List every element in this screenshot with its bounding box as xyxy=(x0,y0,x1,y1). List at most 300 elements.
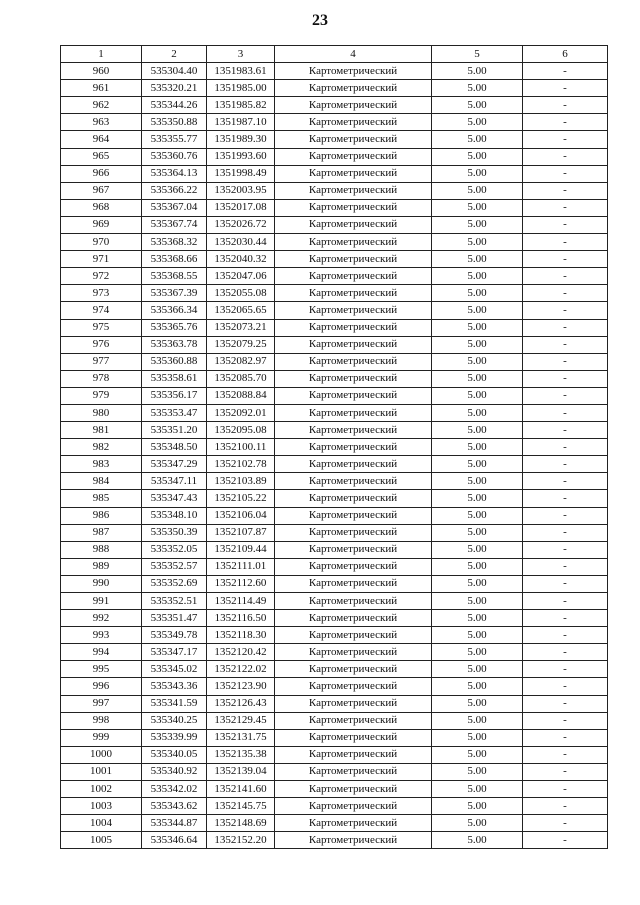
table-cell: 983 xyxy=(61,456,142,473)
table-cell: 5.00 xyxy=(432,422,523,439)
table-cell: 982 xyxy=(61,439,142,456)
table-cell: - xyxy=(523,575,608,592)
table-cell: Картометрический xyxy=(275,319,432,336)
table-cell: Картометрический xyxy=(275,627,432,644)
table-cell: 981 xyxy=(61,422,142,439)
table-cell: 5.00 xyxy=(432,763,523,780)
table-cell: 1351983.61 xyxy=(207,63,275,80)
table-cell: 1352135.38 xyxy=(207,746,275,763)
table-cell: Картометрический xyxy=(275,336,432,353)
table-cell: Картометрический xyxy=(275,199,432,216)
table-cell: - xyxy=(523,832,608,849)
table-row xyxy=(61,251,608,268)
table-cell: 1352116.50 xyxy=(207,610,275,627)
table-row xyxy=(61,302,608,319)
table-row xyxy=(61,456,608,473)
table-cell: 535368.66 xyxy=(142,251,207,268)
table-cell: Картометрический xyxy=(275,781,432,798)
table-cell: 5.00 xyxy=(432,473,523,490)
table-cell: 5.00 xyxy=(432,678,523,695)
table-row xyxy=(61,593,608,610)
table-row xyxy=(61,678,608,695)
table-cell: 5.00 xyxy=(432,404,523,421)
table-row xyxy=(61,661,608,678)
table-cell: 984 xyxy=(61,473,142,490)
table-cell: Картометрический xyxy=(275,490,432,507)
table-cell: Картометрический xyxy=(275,302,432,319)
table-cell: Картометрический xyxy=(275,387,432,404)
table-cell: 5.00 xyxy=(432,610,523,627)
table-row xyxy=(61,114,608,131)
table-cell: Картометрический xyxy=(275,285,432,302)
table-cell: - xyxy=(523,165,608,182)
table-cell: 535344.87 xyxy=(142,815,207,832)
table-cell: 535347.29 xyxy=(142,456,207,473)
table-cell: 5.00 xyxy=(432,575,523,592)
table-cell: 1352040.32 xyxy=(207,251,275,268)
table-cell: 1352152.20 xyxy=(207,832,275,849)
table-cell: Картометрический xyxy=(275,80,432,97)
table-row xyxy=(61,712,608,729)
table-cell: - xyxy=(523,541,608,558)
table-cell: 5.00 xyxy=(432,370,523,387)
table-cell: - xyxy=(523,661,608,678)
table-row xyxy=(61,148,608,165)
table-cell: 1352109.44 xyxy=(207,541,275,558)
table-cell: 535351.47 xyxy=(142,610,207,627)
table-cell: 960 xyxy=(61,63,142,80)
table-cell: 978 xyxy=(61,370,142,387)
column-header: 5 xyxy=(432,46,523,63)
table-cell: 1351985.82 xyxy=(207,97,275,114)
table-row xyxy=(61,627,608,644)
table-cell: 1352026.72 xyxy=(207,216,275,233)
table-cell: Картометрический xyxy=(275,268,432,285)
table-cell: 1352141.60 xyxy=(207,781,275,798)
table-row xyxy=(61,234,608,251)
table-cell: 535345.02 xyxy=(142,661,207,678)
table-cell: - xyxy=(523,285,608,302)
table-cell: 535367.39 xyxy=(142,285,207,302)
table-cell: 997 xyxy=(61,695,142,712)
table-cell: 535346.64 xyxy=(142,832,207,849)
table-cell: 535343.36 xyxy=(142,678,207,695)
table-cell: 990 xyxy=(61,575,142,592)
table-cell: 5.00 xyxy=(432,507,523,524)
table-row xyxy=(61,63,608,80)
table-cell: 5.00 xyxy=(432,627,523,644)
table-cell: 5.00 xyxy=(432,148,523,165)
table-cell: 1000 xyxy=(61,746,142,763)
table-cell: 535339.99 xyxy=(142,729,207,746)
table-cell: 535348.10 xyxy=(142,507,207,524)
table-row xyxy=(61,541,608,558)
table-cell: 1352129.45 xyxy=(207,712,275,729)
table-cell: Картометрический xyxy=(275,473,432,490)
table-cell: 1352148.69 xyxy=(207,815,275,832)
table-cell: Картометрический xyxy=(275,114,432,131)
table-cell: 977 xyxy=(61,353,142,370)
table-row xyxy=(61,336,608,353)
table-cell: 5.00 xyxy=(432,182,523,199)
table-cell: 5.00 xyxy=(432,234,523,251)
table-row xyxy=(61,832,608,849)
table-cell: 989 xyxy=(61,558,142,575)
table-row xyxy=(61,319,608,336)
table-cell: 535352.57 xyxy=(142,558,207,575)
column-header: 6 xyxy=(523,46,608,63)
table-cell: 535320.21 xyxy=(142,80,207,97)
table-cell: - xyxy=(523,216,608,233)
table-cell: 1003 xyxy=(61,798,142,815)
table-cell: Картометрический xyxy=(275,644,432,661)
table-cell: 994 xyxy=(61,644,142,661)
table-cell: Картометрический xyxy=(275,763,432,780)
table-cell: 5.00 xyxy=(432,97,523,114)
table-cell: - xyxy=(523,199,608,216)
table-cell: 995 xyxy=(61,661,142,678)
table-cell: 5.00 xyxy=(432,661,523,678)
table-cell: - xyxy=(523,422,608,439)
table-row xyxy=(61,695,608,712)
table-cell: - xyxy=(523,729,608,746)
table-cell: 970 xyxy=(61,234,142,251)
table-cell: 535367.74 xyxy=(142,216,207,233)
table-row xyxy=(61,422,608,439)
table-cell: 5.00 xyxy=(432,336,523,353)
table-cell: 1351989.30 xyxy=(207,131,275,148)
table-cell: 535366.34 xyxy=(142,302,207,319)
table-cell: Картометрический xyxy=(275,695,432,712)
table-cell: Картометрический xyxy=(275,558,432,575)
table-cell: 1002 xyxy=(61,781,142,798)
table-cell: 1005 xyxy=(61,832,142,849)
table-cell: 961 xyxy=(61,80,142,97)
table-cell: Картометрический xyxy=(275,541,432,558)
table-cell: 535343.62 xyxy=(142,798,207,815)
table-cell: 535360.88 xyxy=(142,353,207,370)
table-cell: Картометрический xyxy=(275,575,432,592)
table-cell: 535350.39 xyxy=(142,524,207,541)
table-row xyxy=(61,370,608,387)
table-row xyxy=(61,490,608,507)
table-cell: Картометрический xyxy=(275,63,432,80)
table-cell: 1352065.65 xyxy=(207,302,275,319)
table-row xyxy=(61,575,608,592)
table-cell: - xyxy=(523,336,608,353)
table-cell: 972 xyxy=(61,268,142,285)
table-cell: 5.00 xyxy=(432,353,523,370)
table-cell: 976 xyxy=(61,336,142,353)
table-cell: Картометрический xyxy=(275,524,432,541)
table-cell: - xyxy=(523,182,608,199)
table-cell: Картометрический xyxy=(275,678,432,695)
table-row xyxy=(61,182,608,199)
table-row xyxy=(61,216,608,233)
table-cell: 535340.92 xyxy=(142,763,207,780)
table-cell: 962 xyxy=(61,97,142,114)
table-cell: 964 xyxy=(61,131,142,148)
table-cell: Картометрический xyxy=(275,234,432,251)
table-cell: 5.00 xyxy=(432,729,523,746)
table-cell: - xyxy=(523,798,608,815)
table-cell: - xyxy=(523,695,608,712)
table-body xyxy=(61,63,608,849)
table-cell: 974 xyxy=(61,302,142,319)
table-cell: Картометрический xyxy=(275,610,432,627)
table-cell: 993 xyxy=(61,627,142,644)
table-row xyxy=(61,644,608,661)
table-cell: - xyxy=(523,234,608,251)
table-cell: 535349.78 xyxy=(142,627,207,644)
table-cell: 5.00 xyxy=(432,268,523,285)
table-row xyxy=(61,268,608,285)
table-cell: Картометрический xyxy=(275,661,432,678)
table-cell: 535353.47 xyxy=(142,404,207,421)
table-cell: - xyxy=(523,746,608,763)
table-cell: 1351987.10 xyxy=(207,114,275,131)
table-cell: 1352088.84 xyxy=(207,387,275,404)
table-cell: 535342.02 xyxy=(142,781,207,798)
table-cell: 535344.26 xyxy=(142,97,207,114)
table-cell: 999 xyxy=(61,729,142,746)
table-cell: 967 xyxy=(61,182,142,199)
table-cell: 535356.17 xyxy=(142,387,207,404)
table-cell: 5.00 xyxy=(432,199,523,216)
table-row xyxy=(61,439,608,456)
table-cell: Картометрический xyxy=(275,456,432,473)
table-cell: Картометрический xyxy=(275,815,432,832)
table-cell: 5.00 xyxy=(432,439,523,456)
table-cell: 966 xyxy=(61,165,142,182)
table-cell: - xyxy=(523,404,608,421)
column-header: 2 xyxy=(142,46,207,63)
table-cell: Картометрический xyxy=(275,131,432,148)
table-cell: 1352100.11 xyxy=(207,439,275,456)
table-cell: Картометрический xyxy=(275,216,432,233)
table-cell: 998 xyxy=(61,712,142,729)
table-row xyxy=(61,798,608,815)
table-cell: - xyxy=(523,80,608,97)
table-row xyxy=(61,285,608,302)
table-cell: 535360.76 xyxy=(142,148,207,165)
table-cell: Картометрический xyxy=(275,832,432,849)
table-cell: Картометрический xyxy=(275,251,432,268)
table-cell: - xyxy=(523,815,608,832)
table-cell: - xyxy=(523,507,608,524)
table-cell: 1351985.00 xyxy=(207,80,275,97)
column-header: 3 xyxy=(207,46,275,63)
coordinates-table xyxy=(60,45,608,849)
table-cell: - xyxy=(523,490,608,507)
table-row xyxy=(61,610,608,627)
table-cell: - xyxy=(523,524,608,541)
table-cell: 535348.50 xyxy=(142,439,207,456)
table-cell: 1352103.89 xyxy=(207,473,275,490)
table-cell: 535347.11 xyxy=(142,473,207,490)
table-cell: 5.00 xyxy=(432,815,523,832)
table-cell: - xyxy=(523,148,608,165)
table-cell: 1352112.60 xyxy=(207,575,275,592)
table-row xyxy=(61,558,608,575)
table-cell: 1351993.60 xyxy=(207,148,275,165)
table-cell: 5.00 xyxy=(432,456,523,473)
table-cell: Картометрический xyxy=(275,165,432,182)
column-header: 1 xyxy=(61,46,142,63)
table-row xyxy=(61,473,608,490)
table-cell: 535365.76 xyxy=(142,319,207,336)
table-cell: Картометрический xyxy=(275,182,432,199)
table-cell: 535366.22 xyxy=(142,182,207,199)
table-cell: 5.00 xyxy=(432,695,523,712)
table-cell: 1352095.08 xyxy=(207,422,275,439)
table-cell: - xyxy=(523,370,608,387)
table-cell: 5.00 xyxy=(432,832,523,849)
table-cell: 535363.78 xyxy=(142,336,207,353)
table-cell: 963 xyxy=(61,114,142,131)
table-cell: - xyxy=(523,456,608,473)
table-cell: 5.00 xyxy=(432,746,523,763)
table-cell: - xyxy=(523,302,608,319)
table-cell: 1352003.95 xyxy=(207,182,275,199)
table-row xyxy=(61,80,608,97)
table-row xyxy=(61,353,608,370)
table-cell: 535341.59 xyxy=(142,695,207,712)
table-row xyxy=(61,763,608,780)
table-cell: 1352030.44 xyxy=(207,234,275,251)
table-row xyxy=(61,507,608,524)
table-cell: 1352105.22 xyxy=(207,490,275,507)
table-cell: 535352.05 xyxy=(142,541,207,558)
table-cell: 1352107.87 xyxy=(207,524,275,541)
table-cell: 1352047.06 xyxy=(207,268,275,285)
table-cell: 1352106.04 xyxy=(207,507,275,524)
table-cell: Картометрический xyxy=(275,148,432,165)
table-row xyxy=(61,404,608,421)
table-cell: 535355.77 xyxy=(142,131,207,148)
table-cell: 985 xyxy=(61,490,142,507)
table-cell: 5.00 xyxy=(432,781,523,798)
table-cell: 1352092.01 xyxy=(207,404,275,421)
page-number: 23 xyxy=(312,12,328,29)
table-cell: 1352122.02 xyxy=(207,661,275,678)
table-cell: - xyxy=(523,678,608,695)
table-cell: 1352131.75 xyxy=(207,729,275,746)
table-cell: - xyxy=(523,712,608,729)
column-header: 4 xyxy=(275,46,432,63)
table-cell: 1352085.70 xyxy=(207,370,275,387)
table-cell: - xyxy=(523,63,608,80)
table-cell: 535351.20 xyxy=(142,422,207,439)
table-cell: - xyxy=(523,763,608,780)
table-row xyxy=(61,131,608,148)
table-cell: Картометрический xyxy=(275,353,432,370)
table-cell: 535340.25 xyxy=(142,712,207,729)
table-cell: 1004 xyxy=(61,815,142,832)
table-cell: 1352102.78 xyxy=(207,456,275,473)
table-cell: 5.00 xyxy=(432,490,523,507)
table-cell: 968 xyxy=(61,199,142,216)
table-cell: 996 xyxy=(61,678,142,695)
table-cell: 1352120.42 xyxy=(207,644,275,661)
table-cell: 5.00 xyxy=(432,712,523,729)
table-cell: 5.00 xyxy=(432,541,523,558)
table-row xyxy=(61,165,608,182)
table-cell: 535364.13 xyxy=(142,165,207,182)
table-cell: 971 xyxy=(61,251,142,268)
table-cell: 5.00 xyxy=(432,302,523,319)
table-cell: 535340.05 xyxy=(142,746,207,763)
table-cell: 988 xyxy=(61,541,142,558)
table-cell: - xyxy=(523,473,608,490)
table-row xyxy=(61,387,608,404)
table-cell: 5.00 xyxy=(432,114,523,131)
table-cell: - xyxy=(523,558,608,575)
table-cell: Картометрический xyxy=(275,507,432,524)
table-cell: 965 xyxy=(61,148,142,165)
table-cell: 1352118.30 xyxy=(207,627,275,644)
table-cell: Картометрический xyxy=(275,439,432,456)
table-cell: 975 xyxy=(61,319,142,336)
table-cell: 5.00 xyxy=(432,165,523,182)
table-cell: 980 xyxy=(61,404,142,421)
table-cell: 5.00 xyxy=(432,558,523,575)
table-cell: 5.00 xyxy=(432,131,523,148)
table-cell: 1352145.75 xyxy=(207,798,275,815)
table-cell: - xyxy=(523,319,608,336)
table-row xyxy=(61,97,608,114)
table-cell: 5.00 xyxy=(432,319,523,336)
table-cell: 1352139.04 xyxy=(207,763,275,780)
table-row xyxy=(61,524,608,541)
table-cell: 992 xyxy=(61,610,142,627)
table-cell: 1352079.25 xyxy=(207,336,275,353)
table-cell: 1352082.97 xyxy=(207,353,275,370)
table-cell: 5.00 xyxy=(432,63,523,80)
table-cell: Картометрический xyxy=(275,729,432,746)
table-cell: 535368.55 xyxy=(142,268,207,285)
table-cell: 969 xyxy=(61,216,142,233)
table-row xyxy=(61,729,608,746)
table-cell: - xyxy=(523,644,608,661)
table-cell: 973 xyxy=(61,285,142,302)
table-cell: Картометрический xyxy=(275,404,432,421)
table-cell: 987 xyxy=(61,524,142,541)
table-cell: - xyxy=(523,268,608,285)
table-cell: Картометрический xyxy=(275,746,432,763)
table-cell: 535367.04 xyxy=(142,199,207,216)
table-cell: 1352017.08 xyxy=(207,199,275,216)
table-cell: 5.00 xyxy=(432,216,523,233)
table-cell: - xyxy=(523,97,608,114)
table-cell: 5.00 xyxy=(432,798,523,815)
table-cell: 535304.40 xyxy=(142,63,207,80)
table-cell: Картометрический xyxy=(275,593,432,610)
table-cell: - xyxy=(523,781,608,798)
table-row xyxy=(61,199,608,216)
table-cell: - xyxy=(523,593,608,610)
table-cell: 5.00 xyxy=(432,387,523,404)
table-cell: Картометрический xyxy=(275,97,432,114)
table-cell: 1352123.90 xyxy=(207,678,275,695)
table-cell: 1352073.21 xyxy=(207,319,275,336)
table-cell: 535347.17 xyxy=(142,644,207,661)
table-cell: 535352.51 xyxy=(142,593,207,610)
table-cell: 535350.88 xyxy=(142,114,207,131)
table-cell: - xyxy=(523,251,608,268)
table-cell: - xyxy=(523,439,608,456)
table-cell: 1001 xyxy=(61,763,142,780)
